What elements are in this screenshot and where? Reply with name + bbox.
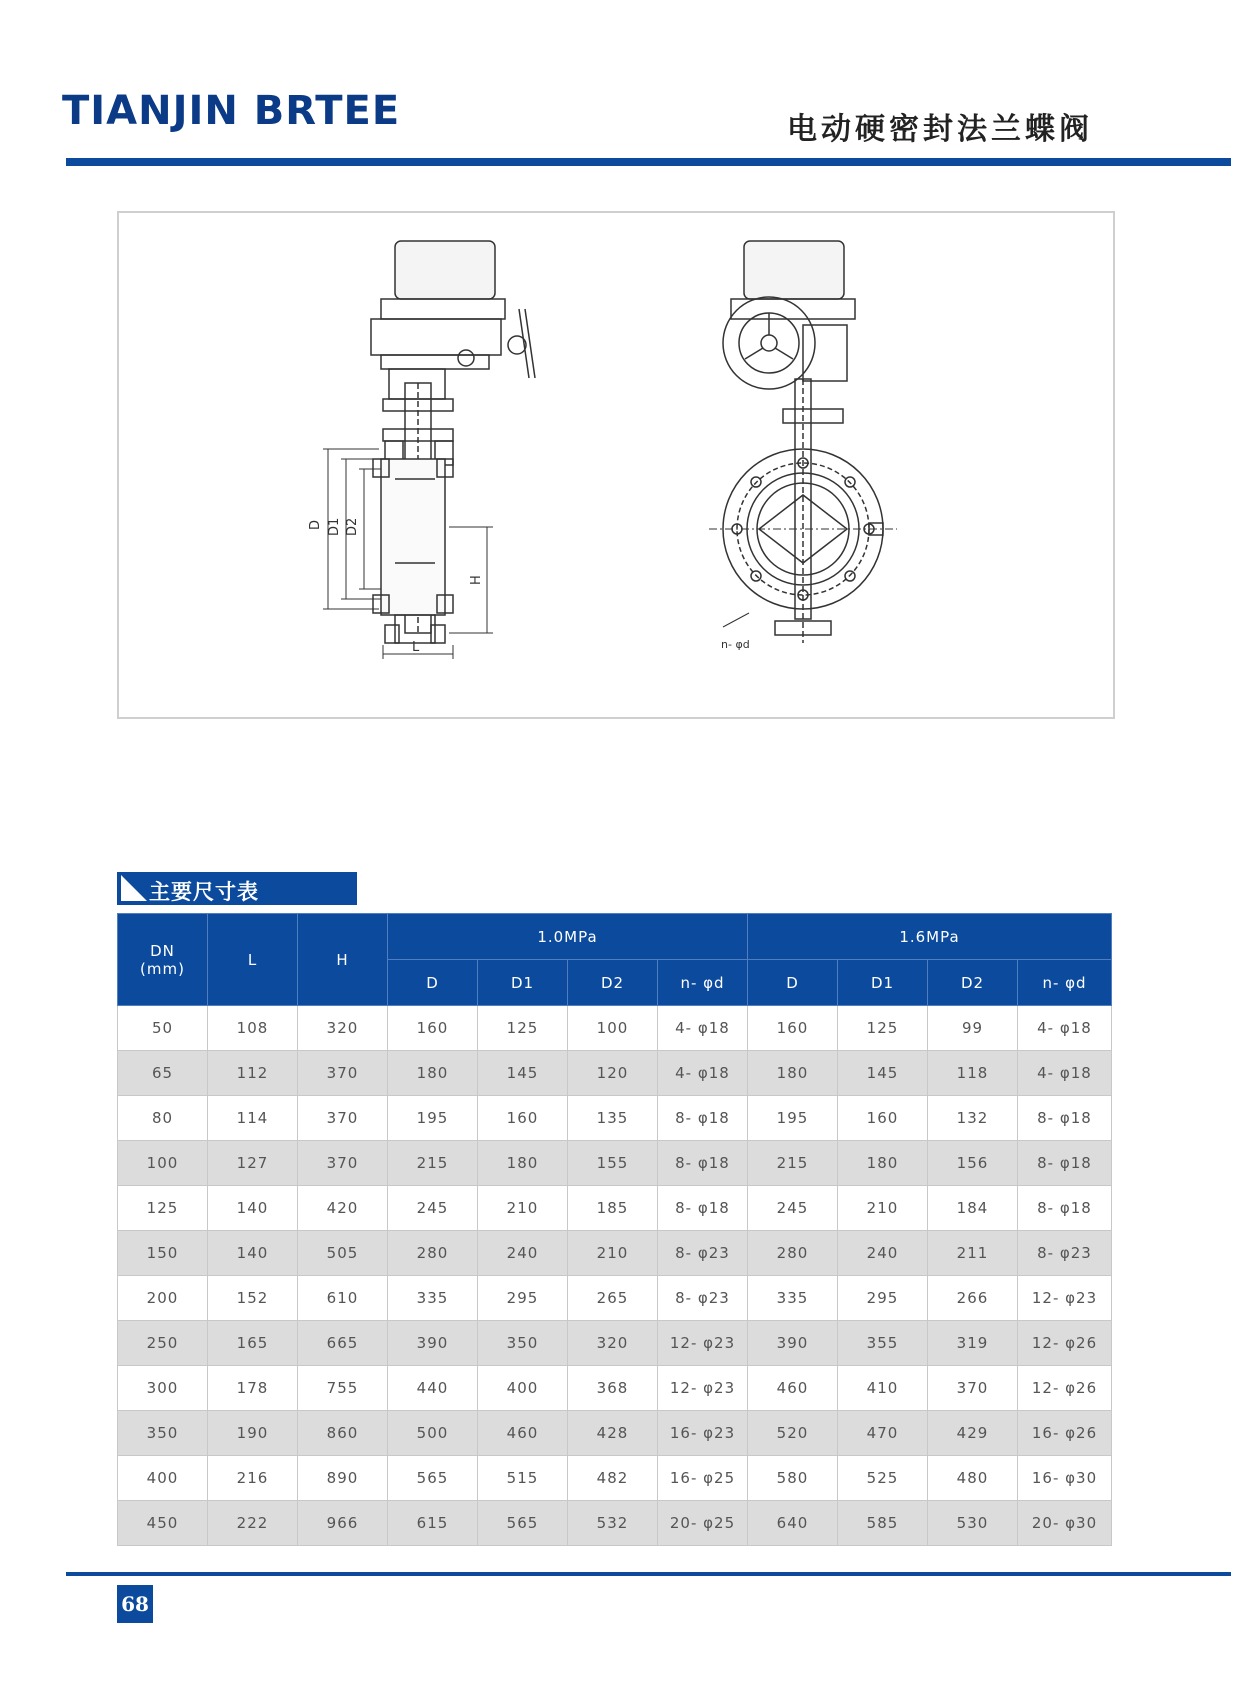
table-cell: 12- φ23 bbox=[658, 1366, 748, 1411]
table-cell: 480 bbox=[928, 1456, 1018, 1501]
dim-label-d: D bbox=[308, 519, 323, 530]
col-header-sub: n- φd bbox=[1018, 960, 1112, 1006]
front-view bbox=[709, 241, 897, 643]
table-cell: 100 bbox=[568, 1006, 658, 1051]
table-cell: 185 bbox=[568, 1186, 658, 1231]
table-cell: 160 bbox=[478, 1096, 568, 1141]
table-cell: 245 bbox=[748, 1186, 838, 1231]
table-row bbox=[118, 1456, 1112, 1501]
table-cell: 460 bbox=[478, 1411, 568, 1456]
table-row bbox=[118, 1051, 1112, 1096]
table-cell: 215 bbox=[748, 1141, 838, 1186]
table-cell: 320 bbox=[298, 1006, 388, 1051]
table-cell: 190 bbox=[208, 1411, 298, 1456]
table-cell: 280 bbox=[748, 1231, 838, 1276]
table-cell: 470 bbox=[838, 1411, 928, 1456]
table-cell: 180 bbox=[748, 1051, 838, 1096]
valve-drawing bbox=[117, 211, 1115, 719]
col-header-dn: DN (mm) bbox=[118, 914, 208, 1006]
table-cell: 515 bbox=[478, 1456, 568, 1501]
table-cell: 16- φ30 bbox=[1018, 1456, 1112, 1501]
table-cell: 184 bbox=[928, 1186, 1018, 1231]
table-title-marker-icon bbox=[121, 875, 147, 901]
header-divider bbox=[66, 158, 1231, 166]
table-cell: 4- φ18 bbox=[1018, 1051, 1112, 1096]
table-cell: 615 bbox=[388, 1501, 478, 1546]
table-cell: 8- φ18 bbox=[658, 1096, 748, 1141]
table-cell: 16- φ25 bbox=[658, 1456, 748, 1501]
table-cell: 400 bbox=[478, 1366, 568, 1411]
table-cell: 370 bbox=[298, 1051, 388, 1096]
table-cell: 8- φ18 bbox=[1018, 1096, 1112, 1141]
col-header-sub: D1 bbox=[478, 960, 568, 1006]
table-row bbox=[118, 1006, 1112, 1051]
table-cell: 8- φ23 bbox=[1018, 1231, 1112, 1276]
table-cell: 335 bbox=[388, 1276, 478, 1321]
table-cell: 295 bbox=[478, 1276, 568, 1321]
table-cell: 12- φ23 bbox=[658, 1321, 748, 1366]
table-cell: 99 bbox=[928, 1006, 1018, 1051]
dim-label-h: H bbox=[469, 575, 484, 585]
table-row bbox=[118, 1186, 1112, 1231]
table-cell: 4- φ18 bbox=[658, 1051, 748, 1096]
table-cell: 640 bbox=[748, 1501, 838, 1546]
table-cell: 215 bbox=[388, 1141, 478, 1186]
col-header-sub: D2 bbox=[568, 960, 658, 1006]
table-cell: 966 bbox=[298, 1501, 388, 1546]
table-cell: 250 bbox=[118, 1321, 208, 1366]
table-row bbox=[118, 1276, 1112, 1321]
col-header-sub: n- φd bbox=[658, 960, 748, 1006]
table-cell: 665 bbox=[298, 1321, 388, 1366]
col-header-sub: D1 bbox=[838, 960, 928, 1006]
col-group-1-6mpa: 1.6MPa bbox=[748, 914, 1112, 960]
table-cell: 610 bbox=[298, 1276, 388, 1321]
table-cell: 8- φ18 bbox=[1018, 1186, 1112, 1231]
table-cell: 65 bbox=[118, 1051, 208, 1096]
table-cell: 8- φ18 bbox=[1018, 1141, 1112, 1186]
table-cell: 410 bbox=[838, 1366, 928, 1411]
table-cell: 180 bbox=[478, 1141, 568, 1186]
table-cell: 320 bbox=[568, 1321, 658, 1366]
table-cell: 280 bbox=[388, 1231, 478, 1276]
col-header-l: L bbox=[208, 914, 298, 1006]
table-cell: 355 bbox=[838, 1321, 928, 1366]
table-cell: 118 bbox=[928, 1051, 1018, 1096]
table-cell: 195 bbox=[748, 1096, 838, 1141]
table-cell: 160 bbox=[748, 1006, 838, 1051]
table-cell: 350 bbox=[118, 1411, 208, 1456]
table-cell: 482 bbox=[568, 1456, 658, 1501]
table-cell: 132 bbox=[928, 1096, 1018, 1141]
table-cell: 370 bbox=[928, 1366, 1018, 1411]
col-header-sub: D bbox=[388, 960, 478, 1006]
table-cell: 420 bbox=[298, 1186, 388, 1231]
table-cell: 112 bbox=[208, 1051, 298, 1096]
col-group-1-0mpa: 1.0MPa bbox=[388, 914, 748, 960]
dim-label-d1: D1 bbox=[327, 517, 342, 536]
table-cell: 428 bbox=[568, 1411, 658, 1456]
table-row bbox=[118, 1141, 1112, 1186]
table-cell: 152 bbox=[208, 1276, 298, 1321]
table-cell: 240 bbox=[478, 1231, 568, 1276]
table-cell: 450 bbox=[118, 1501, 208, 1546]
table-cell: 125 bbox=[478, 1006, 568, 1051]
table-cell: 370 bbox=[298, 1096, 388, 1141]
table-row bbox=[118, 1321, 1112, 1366]
side-view bbox=[323, 241, 535, 659]
table-cell: 500 bbox=[388, 1411, 478, 1456]
table-cell: 12- φ23 bbox=[1018, 1276, 1112, 1321]
table-cell: 222 bbox=[208, 1501, 298, 1546]
table-cell: 178 bbox=[208, 1366, 298, 1411]
dim-label-l: L bbox=[412, 640, 420, 655]
table-cell: 368 bbox=[568, 1366, 658, 1411]
table-cell: 150 bbox=[118, 1231, 208, 1276]
table-cell: 295 bbox=[838, 1276, 928, 1321]
table-cell: 755 bbox=[298, 1366, 388, 1411]
table-cell: 350 bbox=[478, 1321, 568, 1366]
table-cell: 80 bbox=[118, 1096, 208, 1141]
table-cell: 520 bbox=[748, 1411, 838, 1456]
table-cell: 390 bbox=[748, 1321, 838, 1366]
table-cell: 135 bbox=[568, 1096, 658, 1141]
footer-divider bbox=[66, 1572, 1231, 1576]
table-cell: 8- φ18 bbox=[658, 1186, 748, 1231]
page-title: 电动硬密封法兰蝶阀 bbox=[787, 112, 1093, 147]
table-cell: 12- φ26 bbox=[1018, 1321, 1112, 1366]
table-cell: 265 bbox=[568, 1276, 658, 1321]
table-cell: 140 bbox=[208, 1231, 298, 1276]
table-cell: 390 bbox=[388, 1321, 478, 1366]
table-cell: 114 bbox=[208, 1096, 298, 1141]
table-cell: 145 bbox=[478, 1051, 568, 1096]
table-cell: 125 bbox=[838, 1006, 928, 1051]
table-row bbox=[118, 1411, 1112, 1456]
table-cell: 335 bbox=[748, 1276, 838, 1321]
table-cell: 216 bbox=[208, 1456, 298, 1501]
table-cell: 266 bbox=[928, 1276, 1018, 1321]
col-header-sub: D bbox=[748, 960, 838, 1006]
brand-logo: TIANJIN BRTEE bbox=[62, 88, 401, 134]
table-cell: 319 bbox=[928, 1321, 1018, 1366]
dim-label-n-phi-d: n- φd bbox=[721, 638, 750, 651]
page-number: 68 bbox=[117, 1585, 153, 1623]
table-cell: 12- φ26 bbox=[1018, 1366, 1112, 1411]
table-cell: 440 bbox=[388, 1366, 478, 1411]
table-cell: 8- φ18 bbox=[658, 1141, 748, 1186]
table-row bbox=[118, 1366, 1112, 1411]
table-row bbox=[118, 1231, 1112, 1276]
table-cell: 140 bbox=[208, 1186, 298, 1231]
table-cell: 156 bbox=[928, 1141, 1018, 1186]
table-cell: 200 bbox=[118, 1276, 208, 1321]
table-cell: 125 bbox=[118, 1186, 208, 1231]
table-title-bar bbox=[117, 872, 357, 905]
table-cell: 460 bbox=[748, 1366, 838, 1411]
table-cell: 210 bbox=[838, 1186, 928, 1231]
table-cell: 108 bbox=[208, 1006, 298, 1051]
table-cell: 565 bbox=[478, 1501, 568, 1546]
table-cell: 585 bbox=[838, 1501, 928, 1546]
table-title: 主要尺寸表 bbox=[149, 880, 259, 904]
table-cell: 8- φ23 bbox=[658, 1276, 748, 1321]
table-cell: 530 bbox=[928, 1501, 1018, 1546]
table-cell: 20- φ25 bbox=[658, 1501, 748, 1546]
dim-label-d2: D2 bbox=[345, 517, 360, 536]
table-cell: 165 bbox=[208, 1321, 298, 1366]
table-cell: 145 bbox=[838, 1051, 928, 1096]
table-cell: 210 bbox=[568, 1231, 658, 1276]
table-cell: 160 bbox=[388, 1006, 478, 1051]
table-cell: 20- φ30 bbox=[1018, 1501, 1112, 1546]
table-cell: 240 bbox=[838, 1231, 928, 1276]
table-cell: 120 bbox=[568, 1051, 658, 1096]
table-cell: 860 bbox=[298, 1411, 388, 1456]
dimension-table bbox=[117, 913, 1112, 1546]
table-row bbox=[118, 1096, 1112, 1141]
table-cell: 180 bbox=[838, 1141, 928, 1186]
table-cell: 211 bbox=[928, 1231, 1018, 1276]
table-cell: 429 bbox=[928, 1411, 1018, 1456]
col-header-h: H bbox=[298, 914, 388, 1006]
table-cell: 100 bbox=[118, 1141, 208, 1186]
table-cell: 400 bbox=[118, 1456, 208, 1501]
valve-drawing-svg bbox=[119, 213, 1113, 717]
table-cell: 565 bbox=[388, 1456, 478, 1501]
table-cell: 300 bbox=[118, 1366, 208, 1411]
table-cell: 4- φ18 bbox=[658, 1006, 748, 1051]
table-cell: 195 bbox=[388, 1096, 478, 1141]
table-cell: 155 bbox=[568, 1141, 658, 1186]
table-cell: 890 bbox=[298, 1456, 388, 1501]
table-cell: 4- φ18 bbox=[1018, 1006, 1112, 1051]
table-cell: 160 bbox=[838, 1096, 928, 1141]
table-cell: 525 bbox=[838, 1456, 928, 1501]
col-header-sub: D2 bbox=[928, 960, 1018, 1006]
table-cell: 127 bbox=[208, 1141, 298, 1186]
table-cell: 505 bbox=[298, 1231, 388, 1276]
table-cell: 8- φ23 bbox=[658, 1231, 748, 1276]
table-cell: 245 bbox=[388, 1186, 478, 1231]
table-cell: 532 bbox=[568, 1501, 658, 1546]
table-cell: 180 bbox=[388, 1051, 478, 1096]
table-cell: 50 bbox=[118, 1006, 208, 1051]
table-cell: 16- φ23 bbox=[658, 1411, 748, 1456]
table-cell: 16- φ26 bbox=[1018, 1411, 1112, 1456]
table-cell: 580 bbox=[748, 1456, 838, 1501]
table-cell: 370 bbox=[298, 1141, 388, 1186]
table-cell: 210 bbox=[478, 1186, 568, 1231]
table-row bbox=[118, 1501, 1112, 1546]
